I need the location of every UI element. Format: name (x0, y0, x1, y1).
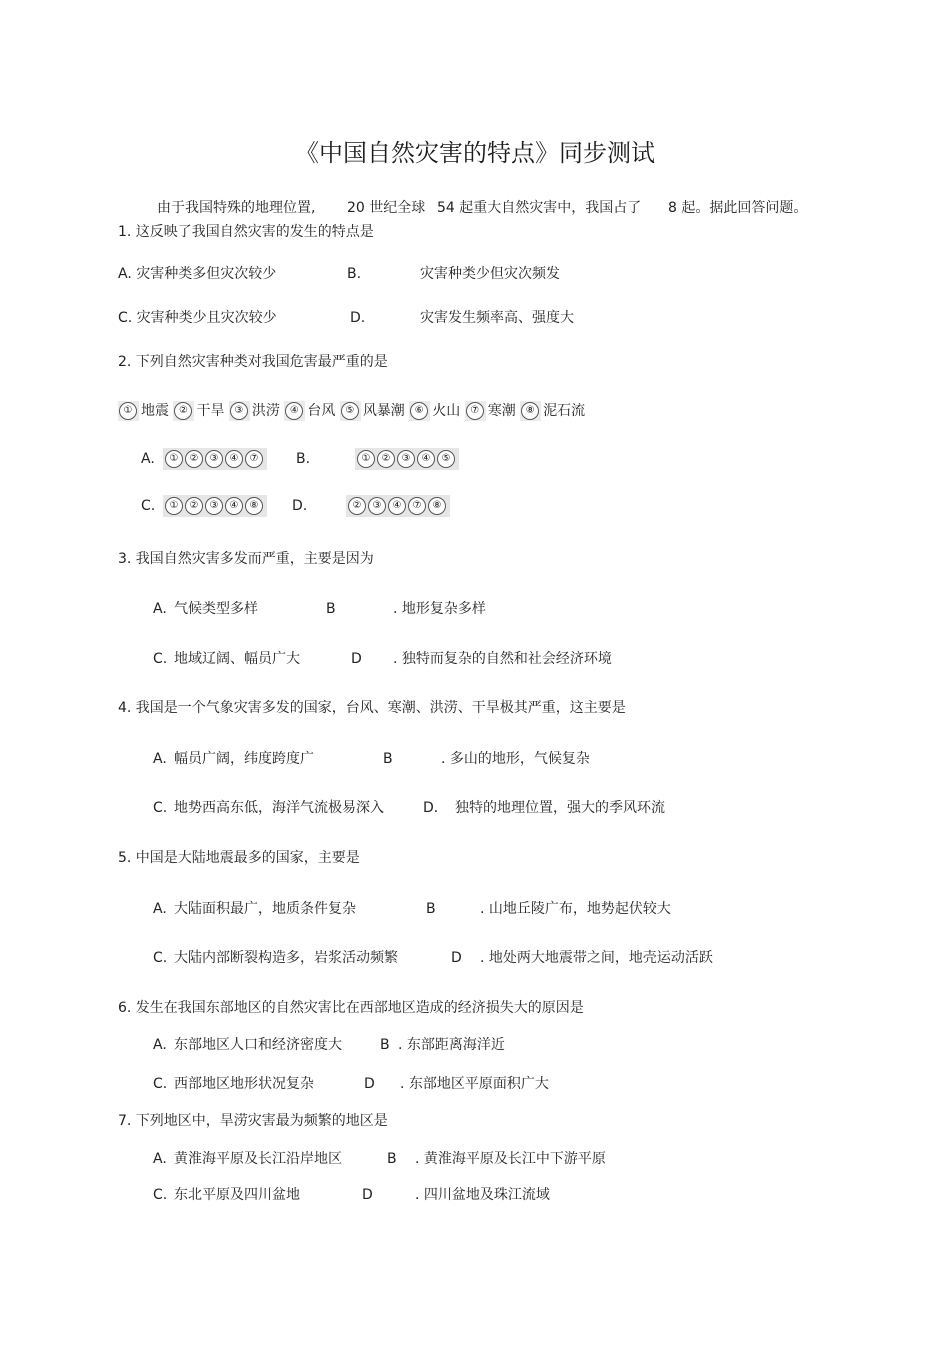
q6-option-d-letter: D (364, 1076, 375, 1092)
q5-option-c-letter: C. (153, 950, 168, 966)
q7-option-d: . 四川盆地及珠江流域 (415, 1187, 550, 1203)
q2-item: ③ 洪涝 (229, 403, 280, 419)
q4-stem: 4. 我国是一个气象灾害多发的国家，台风、寒潮、洪涝、干旱极其严重，这主要是 (118, 700, 626, 716)
intro-part-3: 54 起重大自然灾害中，我国占了 (437, 200, 642, 216)
q1-stem: 1. 这反映了我国自然灾害的发生的特点是 (118, 224, 374, 240)
q3-option-b: . 地形复杂多样 (393, 601, 486, 617)
q3-option-c-letter: C. (153, 651, 168, 667)
page-title: 《中国自然灾害的特点》同步测试 (295, 139, 655, 167)
q1-option-a: A. 灾害种类多但灾次较少 (118, 266, 277, 282)
q7-option-c-letter: C. (153, 1187, 168, 1203)
q2-item: ⑦ 寒潮 (465, 403, 516, 419)
q7-stem: 7. 下列地区中，旱涝灾害最为频繁的地区是 (118, 1113, 388, 1129)
q4-option-a-letter: A. (153, 751, 167, 767)
q2-option-a-numbers: ① ② ③ ④ ⑦ (163, 448, 267, 470)
q5-option-a: 大陆面积最广，地质条件复杂 (174, 901, 356, 917)
intro-part-1: 由于我国特殊的地理位置, (157, 200, 316, 216)
q4-option-b-letter: B (383, 751, 393, 767)
q7-option-b: . 黄淮海平原及长江中下游平原 (415, 1151, 606, 1167)
q1-option-c: C. 灾害种类少且灾次较少 (118, 310, 277, 326)
q2-option-b-letter: B. (296, 451, 311, 467)
q2-disaster-list (118, 401, 585, 421)
q2-option-b-numbers: ① ② ③ ④ ⑤ (355, 448, 459, 470)
q5-option-a-letter: A. (153, 901, 167, 917)
q4-option-c: 地势西高东低，海洋气流极易深入 (174, 800, 384, 816)
q4-option-c-letter: C. (153, 800, 168, 816)
q1-option-d: 灾害发生频率高、强度大 (420, 310, 574, 326)
q4-option-a: 幅员广阔，纬度跨度广 (174, 751, 314, 767)
q2-item: ⑧ 泥石流 (520, 403, 585, 419)
q7-option-b-letter: B (387, 1151, 397, 1167)
q6-stem: 6. 发生在我国东部地区的自然灾害比在西部地区造成的经济损失大的原因是 (118, 1000, 584, 1016)
q2-item: ④ 台风 (284, 403, 335, 419)
q6-option-b-letter: B (380, 1037, 390, 1053)
q5-option-b: . 山地丘陵广布，地势起伏较大 (480, 901, 671, 917)
q4-option-d: 独特的地理位置，强大的季风环流 (455, 800, 665, 816)
q3-option-d: . 独特而复杂的自然和社会经济环境 (393, 651, 612, 667)
q4-option-b: . 多山的地形，气候复杂 (441, 751, 590, 767)
q5-stem: 5. 中国是大陆地震最多的国家，主要是 (118, 850, 360, 866)
q2-option-c-numbers: ① ② ③ ④ ⑧ (163, 495, 267, 517)
q2-option-c-letter: C. (141, 498, 156, 514)
q7-option-c: 东北平原及四川盆地 (174, 1187, 300, 1203)
circled-number: ① (119, 402, 137, 420)
q3-option-b-letter: B (326, 601, 336, 617)
q5-option-d: . 地处两大地震带之间，地壳运动活跃 (480, 950, 713, 966)
q2-option-d-letter: D. (292, 498, 308, 514)
q7-option-a-letter: A. (153, 1151, 167, 1167)
circled-number: ③ (230, 402, 248, 420)
q3-option-c: 地域辽阔、幅员广大 (174, 651, 300, 667)
q6-option-d: . 东部地区平原面积广大 (400, 1076, 549, 1092)
q6-option-a: 东部地区人口和经济密度大 (174, 1037, 342, 1053)
intro-part-4: 8 起。据此回答问题。 (668, 200, 808, 216)
circled-number: ② (174, 402, 192, 420)
q1-option-d-letter: D. (350, 310, 366, 326)
q3-option-a: 气候类型多样 (174, 601, 258, 617)
q5-option-d-letter: D (451, 950, 462, 966)
q6-option-b: . 东部距离海洋近 (398, 1037, 505, 1053)
q7-option-d-letter: D (362, 1187, 373, 1203)
q5-option-c: 大陆内部断裂构造多，岩浆活动频繁 (174, 950, 398, 966)
q6-option-c: 西部地区地形状况复杂 (174, 1076, 314, 1092)
q2-item: ① 地震 (118, 403, 169, 419)
circled-number: ⑤ (341, 402, 359, 420)
q2-item: ⑤ 风暴潮 (340, 403, 405, 419)
q3-option-a-letter: A. (153, 601, 167, 617)
q4-option-d-letter: D． (423, 800, 448, 816)
circled-number: ⑦ (466, 402, 484, 420)
q6-option-a-letter: A. (153, 1037, 167, 1053)
intro-part-2: 20 世纪全球 (347, 200, 426, 216)
q7-option-a: 黄淮海平原及长江沿岸地区 (174, 1151, 342, 1167)
circled-number: ⑧ (521, 402, 539, 420)
circled-number: ④ (285, 402, 303, 420)
circled-number: ⑥ (410, 402, 428, 420)
q2-stem: 2. 下列自然灾害种类对我国危害最严重的是 (118, 354, 388, 370)
q1-option-b: 灾害种类少但灾次频发 (420, 266, 560, 282)
q5-option-b-letter: B (426, 901, 436, 917)
q2-option-a-letter: A. (141, 451, 155, 467)
q2-item: ② 干旱 (173, 403, 224, 419)
q2-option-d-numbers: ② ③ ④ ⑦ ⑧ (346, 495, 450, 517)
q3-option-d-letter: D (351, 651, 362, 667)
q6-option-c-letter: C. (153, 1076, 168, 1092)
q1-option-b-letter: B. (347, 266, 362, 282)
q3-stem: 3. 我国自然灾害多发而严重，主要是因为 (118, 551, 374, 567)
q2-item: ⑥ 火山 (409, 403, 460, 419)
